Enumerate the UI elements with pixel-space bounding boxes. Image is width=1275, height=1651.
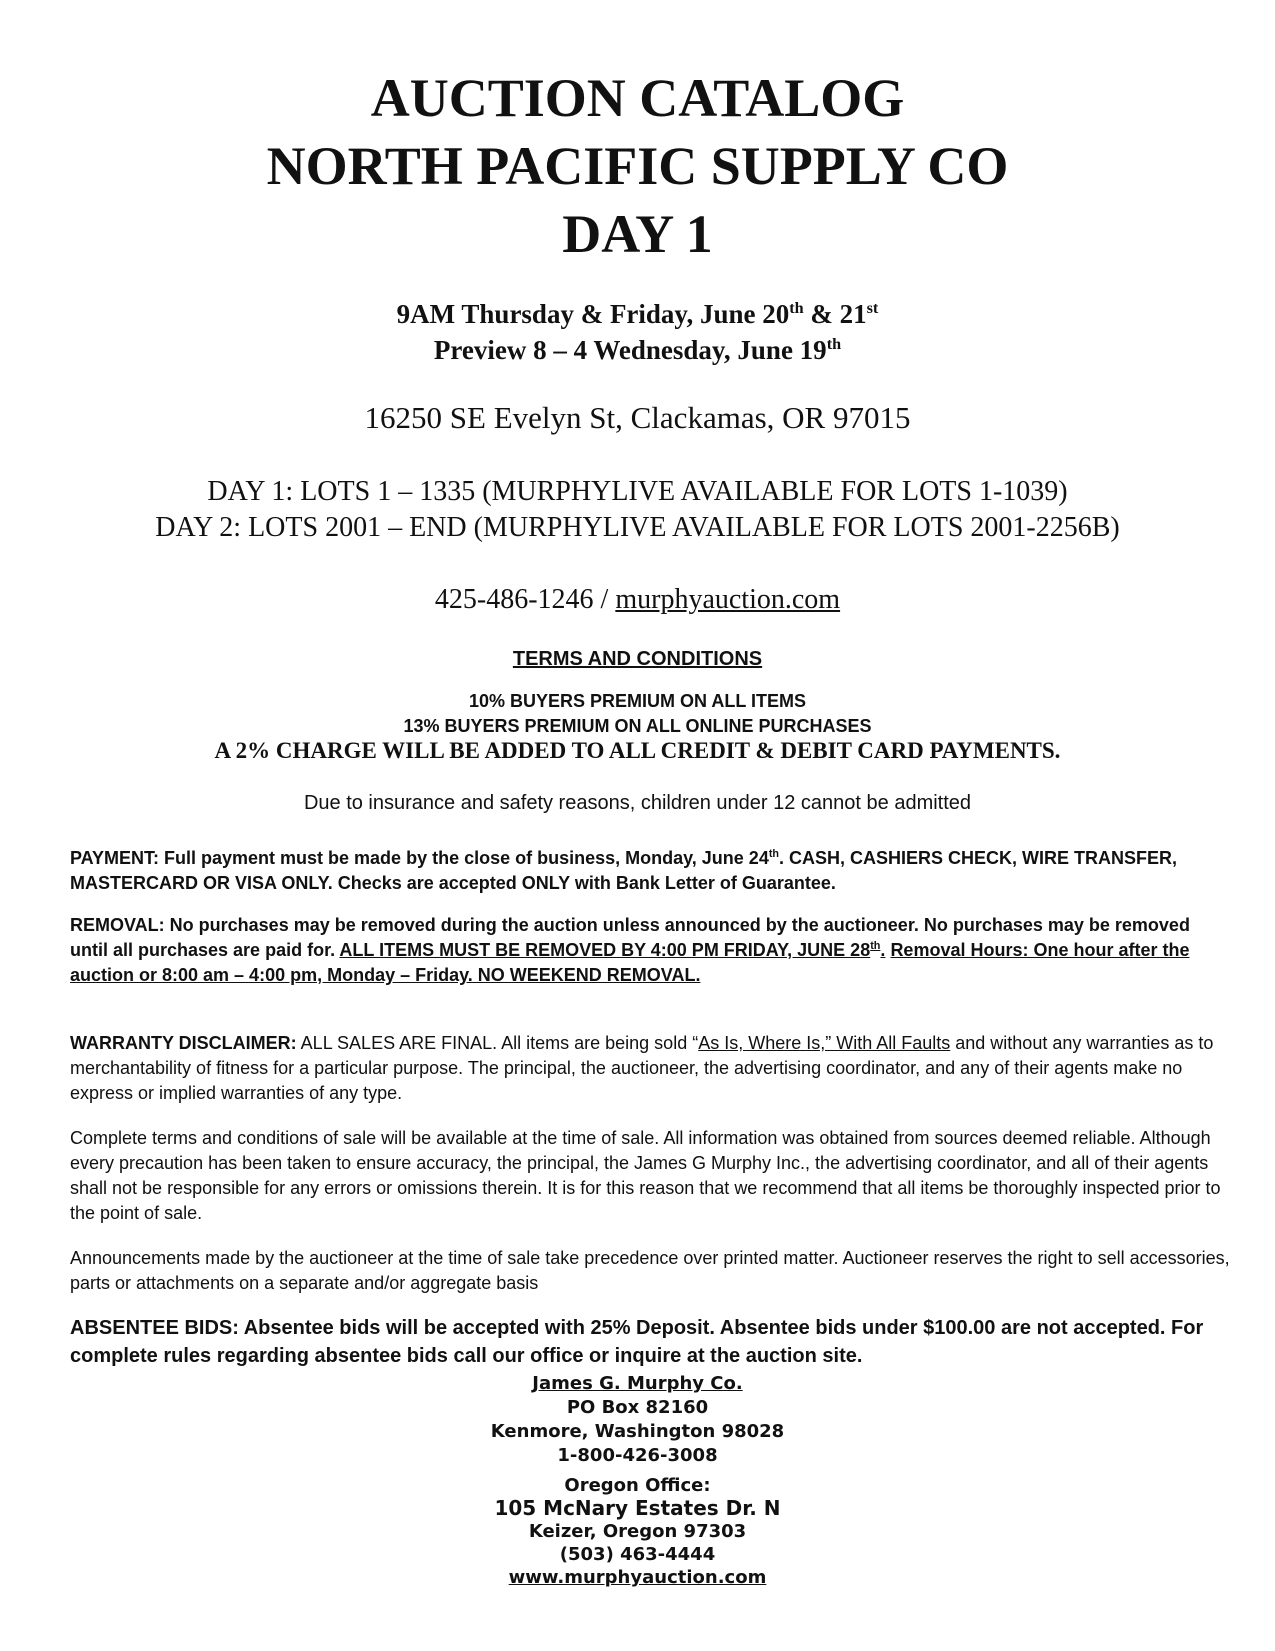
premium-line-2: 13% BUYERS PREMIUM ON ALL ONLINE PURCHASES [403,716,872,736]
lot-ranges [0,474,1275,546]
po-box: PO Box 82160 [566,1397,709,1418]
day2-lots: DAY 2: LOTS 2001 – END (MURPHYLIVE AVAILABLE FOR LOTS 2001-2256B) [155,512,1120,543]
warranty-paragraph: WARRANTY DISCLAIMER: ALL SALES ARE FINAL. All items are being sold “As Is, Where Is,” With All Faults and without any warranties as to merchantability of fitness for a particular purpose. The principal, the auctioneer, the advertising coordinator, and any of their agents make no express or implied warranties of any type. [70,1033,1214,1103]
card-charge-notice: A 2% CHARGE WILL BE ADDED TO ALL CREDIT & DEBIT CARD PAYMENTS. [214,738,1061,763]
catalog-title [0,64,1275,268]
sale-address: 16250 SE Evelyn St, Clackamas, OR 97015 [364,400,911,435]
terms-heading: TERMS AND CONDITIONS [512,648,763,670]
sale-dates [0,296,1275,368]
title-line-1: AUCTION CATALOG [370,68,905,128]
oregon-office-block [0,1474,1275,1589]
main-office-city: Kenmore, Washington 98028 [490,1421,785,1442]
premium-line-1: 10% BUYERS PREMIUM ON ALL ITEMS [468,691,807,711]
phone-number: 425-486-1246 / [434,584,616,615]
oregon-office-phone: (503) 463-4444 [559,1544,716,1565]
warranty-label: WARRANTY DISCLAIMER: [70,1033,297,1053]
absentee-bids-paragraph: ABSENTEE BIDS: Absentee bids will be accepted with 25% Deposit. Absentee bids under $100.00 are not accepted. For complete rules regarding absentee bids call our office or inquire at the auction site. [70,1317,1204,1367]
removal-paragraph: REMOVAL: No purchases may be removed during the auction unless announced by the auctioneer. No purchases may be removed until all purchases are paid for. ALL ITEMS MUST BE REMOVED BY 4:00 PM FRIDAY, JUNE 28th. Removal Hours: One hour after the auction or 8:00 am – 4:00 pm, Monday – Friday. NO WEEKEND REMOVAL. [70,915,1190,985]
title-line-3: DAY 1 [562,204,713,264]
buyers-premium [0,689,1275,739]
oregon-office-label: Oregon Office: [564,1475,711,1496]
oregon-office-city: Keizer, Oregon 97303 [528,1521,747,1542]
day1-lots: DAY 1: LOTS 1 – 1335 (MURPHYLIVE AVAILABLE FOR LOTS 1-1039) [207,476,1068,507]
main-office-phone: 1-800-426-3008 [557,1445,718,1466]
complete-terms-paragraph: Complete terms and conditions of sale will be available at the time of sale. All information was obtained from sources deemed reliable. Although every precaution has been taken to ensure accuracy, the principal, the James G Murphy Inc., the advertising coordinator, and all of their agents shall not be responsible for any errors or omissions therein. It is for this reason that we recommend that all items be thoroughly inspected prior to the point of sale. [70,1128,1221,1223]
contact-line [0,582,1275,618]
sale-date-line: 9AM Thursday & Friday, June 20th & 21st [396,299,879,329]
website-link[interactable]: murphyauction.com [615,584,841,615]
oregon-office-website[interactable]: www.murphyauction.com [508,1567,767,1588]
oregon-office-street: 105 McNary Estates Dr. N [494,1496,781,1520]
main-office-block [0,1372,1275,1468]
children-notice: Due to insurance and safety reasons, children under 12 cannot be admitted [303,792,972,814]
preview-date-line: Preview 8 – 4 Wednesday, June 19th [433,335,842,365]
announcements-paragraph: Announcements made by the auctioneer at the time of sale take precedence over printed matter. Auctioneer reserves the right to sell accessories, parts or attachments on a separate and/or aggregate basis [70,1248,1230,1293]
payment-paragraph: PAYMENT: Full payment must be made by the close of business, Monday, June 24th. CASH, CASHIERS CHECK, WIRE TRANSFER, MASTERCARD OR VISA ONLY. Checks are accepted ONLY with Bank Letter of Guarantee. [70,848,1178,893]
title-line-2: NORTH PACIFIC SUPPLY CO [266,136,1009,196]
company-name: James G. Murphy Co. [532,1373,743,1394]
